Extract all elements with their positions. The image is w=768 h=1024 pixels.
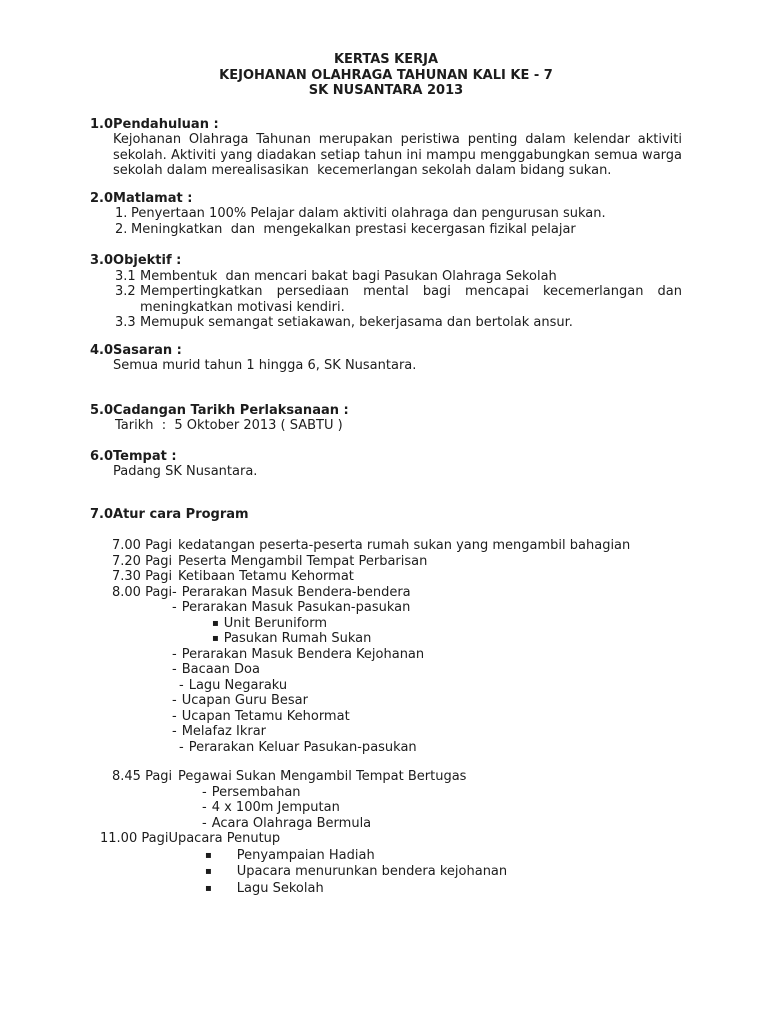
section-paragraph: Tarikh : 5 Oktober 2013 ( SABTU ) — [115, 418, 343, 433]
item-text: Meningkatkan dan mengekalkan prestasi kecergasan fizikal pelajar — [131, 221, 576, 237]
schedule-text: Penyampaian Hadiah — [236, 847, 375, 863]
dash-bullet: - — [172, 600, 177, 615]
schedule-row — [100, 724, 682, 740]
section-number: 7.0 — [90, 506, 114, 522]
section-title: Pendahuluan : — [113, 116, 219, 132]
schedule-time — [100, 740, 178, 756]
item-text-line: meningkatkan motivasi kendiri. — [140, 299, 345, 315]
section-title: Sasaran : — [113, 342, 182, 358]
section-heading — [90, 449, 682, 465]
section-heading — [90, 507, 682, 523]
schedule-time: 8.00 Pagi — [112, 584, 173, 600]
item-label: 1. — [115, 206, 128, 221]
item-label: 3.3 — [115, 315, 136, 330]
schedule-text: Melafaz Ikrar — [181, 724, 267, 739]
schedule-text: Pegawai Sukan Mengambil Tempat Bertugas — [178, 769, 467, 784]
list-item — [115, 269, 682, 285]
schedule-text: kedatangan peserta-peserta rumah sukan yang mengambil bahagian — [178, 538, 631, 553]
list-item — [115, 315, 682, 331]
schedule-time: 11.00 Pagi — [100, 831, 169, 846]
schedule-row — [100, 831, 682, 847]
schedule-row — [100, 600, 682, 616]
schedule-text: Persembahan — [211, 784, 301, 800]
schedule-time — [100, 863, 178, 880]
schedule-row — [100, 769, 682, 785]
section-number: 4.0 — [90, 342, 114, 358]
schedule-time — [100, 693, 178, 709]
item-label: 3.2 — [115, 284, 136, 299]
document-title-line: KERTAS KERJA — [333, 52, 439, 67]
schedule-text: Ucapan Tetamu Kehormat — [181, 708, 350, 724]
list-item — [115, 222, 682, 238]
document-title-line: KEJOHANAN OLAHRAGA TAHUNAN KALI KE - 7 — [219, 67, 553, 83]
item-text: Memupuk semangat setiakawan, bekerjasama dan bertolak ansur. — [140, 315, 573, 330]
schedule-time — [100, 600, 178, 616]
schedule-row — [100, 631, 682, 647]
dash-bullet: - — [202, 784, 207, 800]
schedule-time: 8.45 Pagi — [112, 769, 173, 784]
schedule-time — [100, 631, 178, 647]
section-number: 2.0 — [90, 190, 114, 206]
section-paragraph: Padang SK Nusantara. — [113, 464, 258, 479]
schedule-row — [100, 678, 682, 694]
schedule-text: Pasukan Rumah Sukan — [223, 631, 372, 646]
item-text — [140, 284, 682, 315]
item-text: Penyertaan 100% Pelajar dalam aktiviti olahraga dan pengurusan sukan. — [131, 206, 606, 221]
schedule-row — [100, 554, 682, 570]
schedule-text: Acara Olahraga Bermula — [211, 815, 372, 831]
schedule-row — [100, 709, 682, 725]
dash-bullet: - — [179, 739, 184, 755]
schedule-time — [100, 662, 178, 678]
section-heading — [90, 117, 682, 133]
schedule-time: 7.30 Pagi — [112, 569, 173, 584]
schedule-text: Perarakan Masuk Bendera-bendera — [181, 584, 411, 600]
schedule-text: Peserta Mengambil Tempat Perbarisan — [178, 553, 428, 569]
dash-bullet: - — [172, 693, 177, 708]
item-text: Membentuk dan mencari bakat bagi Pasukan Olahraga Sekolah — [140, 268, 557, 284]
section-tarikh — [90, 403, 682, 434]
section-heading — [90, 343, 682, 359]
section-number: 1.0 — [90, 116, 114, 132]
schedule-row — [100, 569, 682, 585]
dash-bullet: - — [172, 646, 177, 662]
dash-bullet: - — [172, 662, 177, 677]
paragraph-line: sekolah dalam merealisasikan kecemerlangan sekolah dalam bidang sukan. — [113, 163, 612, 178]
square-bullet: ▪ — [205, 866, 212, 877]
schedule-row — [100, 616, 682, 632]
section-pendahuluan — [90, 117, 682, 179]
schedule-text: Ucapan Guru Besar — [181, 693, 308, 708]
section-matlamat — [90, 191, 682, 238]
section-title: Objektif : — [113, 253, 182, 268]
schedule-row — [100, 538, 682, 554]
list-item — [115, 206, 682, 222]
schedule-text: Perarakan Masuk Pasukan-pasukan — [181, 600, 411, 615]
schedule-time — [100, 709, 178, 725]
schedule-row — [100, 880, 682, 897]
schedule-time — [100, 847, 178, 864]
section-paragraph — [113, 132, 682, 179]
schedule-row — [100, 693, 682, 709]
schedule-row — [100, 662, 682, 678]
dash-bullet: - — [202, 800, 207, 815]
paragraph-line: sekolah. Aktiviti yang diadakan setiap tahun ini mampu menggabungkan semua warga — [113, 147, 682, 163]
schedule-time: 7.00 Pagi — [112, 538, 173, 553]
section-number: 3.0 — [90, 253, 114, 268]
document-title — [90, 52, 682, 99]
square-bullet: ▪ — [205, 849, 212, 861]
schedule-row — [100, 816, 682, 832]
schedule-row — [100, 785, 682, 801]
schedule-time: 7.20 Pagi — [112, 553, 173, 569]
schedule-row — [100, 585, 682, 601]
schedule-text: Lagu Sekolah — [236, 880, 324, 896]
section-title: Atur cara Program — [113, 506, 249, 522]
section-sasaran — [90, 343, 682, 374]
paragraph-line: Kejohanan Olahraga Tahunan merupakan peristiwa penting dalam kelendar aktiviti — [113, 132, 682, 147]
schedule-text: Lagu Negaraku — [188, 677, 288, 693]
section-heading — [90, 403, 682, 419]
square-bullet: ▪ — [212, 633, 219, 644]
section-heading — [90, 191, 682, 207]
schedule-text: Perarakan Keluar Pasukan-pasukan — [188, 739, 417, 755]
schedule-row — [100, 863, 682, 880]
schedule-row — [100, 800, 682, 816]
schedule-text: 4 x 100m Jemputan — [211, 800, 340, 815]
schedule-time — [100, 647, 178, 663]
schedule-time — [100, 816, 178, 832]
schedule-time — [100, 678, 178, 694]
section-tempat — [90, 449, 682, 480]
dash-bullet: - — [202, 815, 207, 831]
section-program — [90, 507, 682, 897]
schedule-text: Upacara Penutup — [168, 831, 281, 846]
schedule-text: Upacara menurunkan bendera kejohanan — [236, 864, 508, 879]
schedule-time — [100, 800, 178, 816]
dash-bullet: - — [172, 708, 177, 724]
section-title: Tempat : — [113, 448, 177, 464]
section-objektif — [90, 253, 682, 331]
section-list — [115, 206, 682, 237]
schedule-time — [100, 724, 178, 740]
schedule-text: Perarakan Masuk Bendera Kejohanan — [181, 646, 425, 662]
schedule-row — [100, 847, 682, 864]
section-number: 6.0 — [90, 448, 114, 464]
schedule-time — [100, 880, 178, 897]
document-title-line: SK NUSANTARA 2013 — [308, 83, 464, 98]
section-title: Cadangan Tarikh Perlaksanaan : — [113, 402, 349, 418]
section-title: Matlamat : — [113, 190, 193, 206]
dash-bullet: - — [172, 724, 177, 739]
item-label: 2. — [115, 221, 128, 237]
schedule-text: Unit Beruniform — [223, 615, 328, 631]
schedule-time — [100, 785, 178, 801]
schedule-row — [100, 740, 682, 756]
square-bullet: ▪ — [212, 617, 219, 629]
section-heading — [90, 253, 682, 269]
dash-bullet: - — [172, 584, 177, 600]
item-text-line: Mempertingkatkan persediaan mental bagi mencapai kecemerlangan dan — [140, 284, 682, 299]
square-bullet: ▪ — [205, 882, 212, 894]
list-item — [115, 284, 682, 315]
schedule-text: Ketibaan Tetamu Kehormat — [178, 569, 354, 584]
item-label: 3.1 — [115, 268, 136, 284]
dash-bullet: - — [179, 677, 184, 693]
schedule-row — [100, 647, 682, 663]
section-number: 5.0 — [90, 402, 114, 418]
program-schedule — [100, 538, 682, 896]
section-list — [115, 269, 682, 331]
schedule-time — [100, 616, 178, 632]
schedule-text: Bacaan Doa — [181, 662, 260, 677]
section-paragraph: Semua murid tahun 1 hingga 6, SK Nusantara. — [113, 358, 417, 373]
